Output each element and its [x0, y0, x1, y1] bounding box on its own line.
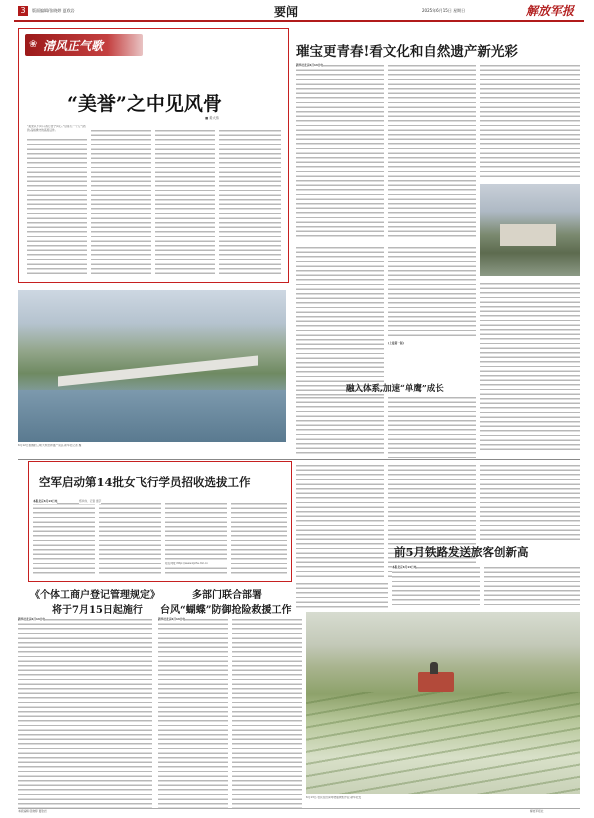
left-feature-title: “美誉”之中见风骨 — [67, 93, 222, 115]
dam-structure — [58, 355, 258, 386]
bottom-mid-col-1 — [158, 618, 228, 808]
middle-story-subtitle: (上接第一版) — [388, 341, 404, 345]
field-rows — [306, 692, 580, 794]
bottom-left-col — [18, 618, 152, 808]
top-right-col-2 — [388, 64, 476, 240]
bottom-mid-col-2 — [232, 618, 302, 808]
pilot-story-title: 空军启动第14批女飞行学员招收选拔工作 — [39, 475, 251, 489]
pilot-contact: 报名网址:http://www.kjzhs.mil.cn — [165, 562, 227, 566]
top-right-col-3 — [480, 64, 580, 180]
top-right-dateline: 新华社北京6月14日电 — [296, 63, 324, 67]
newspaper-logo: 解放军报 — [526, 4, 575, 18]
middle-story-col-1 — [296, 396, 384, 456]
pilot-col-4 — [231, 502, 287, 576]
footer-rule — [18, 808, 580, 809]
middle-col-2 — [388, 246, 476, 338]
bottom-mid-title-1: 多部门联合部署 — [192, 590, 262, 601]
transplanter-driver — [430, 662, 438, 674]
middle-story-title: 融入体系,加速“单鹰”成长 — [346, 384, 444, 394]
issue-date: 2025年6月15日 星期日 — [422, 8, 466, 13]
pilot-col-2 — [99, 502, 161, 576]
left-feature-box — [18, 28, 289, 283]
section-divider — [18, 459, 580, 460]
page-number-badge: 3 — [18, 6, 28, 16]
center-lower-col-1 — [296, 464, 384, 578]
pilot-reporters: 郑华伟、记者 雷宇 — [79, 499, 102, 503]
heritage-photo-small — [480, 184, 580, 276]
top-right-col-1 — [296, 64, 384, 240]
left-feature-byline: ■ 姜大伟 — [205, 116, 220, 120]
banner-decoration-icon: ❀ — [29, 39, 38, 50]
pilot-dateline: 本报北京6月14日电 — [33, 499, 58, 503]
bottom-left-title-2: 将于7月15日起施行 — [52, 605, 143, 616]
top-right-title: 璀宝更青春!看文化和自然遗产新光彩 — [296, 44, 518, 60]
center-bottom-col — [296, 582, 388, 608]
masthead-rule — [14, 20, 584, 22]
right-col-lower — [480, 282, 580, 452]
bottom-mid-dateline: 新华社北京6月14日电 — [158, 617, 186, 621]
editor-line: 版面编辑/张晓婷 夏欣岩 — [32, 8, 75, 13]
rice-field-photo — [306, 612, 580, 794]
middle-story-col-2 — [388, 396, 476, 458]
dam-photo-caption: 6月12日拍摄的三峡大坝世界遗产景区,新华社记者 摄 — [18, 444, 82, 447]
left-feature-col-2 — [91, 129, 151, 277]
pilot-story-box — [28, 461, 292, 582]
rice-field-caption: 6月13日,农民在田间驾驶插秧机作业,新华社发 — [306, 796, 362, 799]
right-lower-col — [480, 464, 580, 542]
masthead — [0, 0, 594, 22]
center-lower-col-2 — [388, 464, 476, 578]
left-feature-col-4 — [219, 129, 281, 277]
bottom-left-title-1: 《个体工商户登记管理规定》 — [30, 590, 160, 601]
railway-col-1 — [392, 566, 480, 606]
railway-col-2 — [484, 566, 580, 606]
photo-building — [500, 224, 556, 246]
railway-story-title: 前5月铁路发送旅客创新高 — [394, 545, 529, 559]
dam-photo — [18, 290, 286, 442]
footer-right: 解放军报社 — [530, 809, 544, 813]
left-feature-intro: “美誉从不问口,政行自宁问心。”这是毛一个人气质的,品格操守的高度证件。 — [27, 125, 87, 139]
river-water — [18, 390, 286, 442]
footer-left: 本版编辑:张晓婷 夏欣岩 — [18, 809, 47, 813]
column-banner — [25, 34, 143, 56]
banner-title: 清风正气歌 — [43, 39, 104, 53]
section-name: 要闻 — [274, 5, 299, 19]
bottom-mid-title-2: 台风“蝴蝶”防御抢险救援工作 — [160, 605, 292, 616]
left-feature-col-1 — [27, 129, 87, 277]
railway-dateline: 本报北京6月14日电 — [392, 565, 417, 569]
transplanter-machine — [418, 672, 454, 692]
bottom-left-dateline: 新华社北京6月14日电 — [18, 617, 46, 621]
left-feature-col-3 — [155, 129, 215, 277]
